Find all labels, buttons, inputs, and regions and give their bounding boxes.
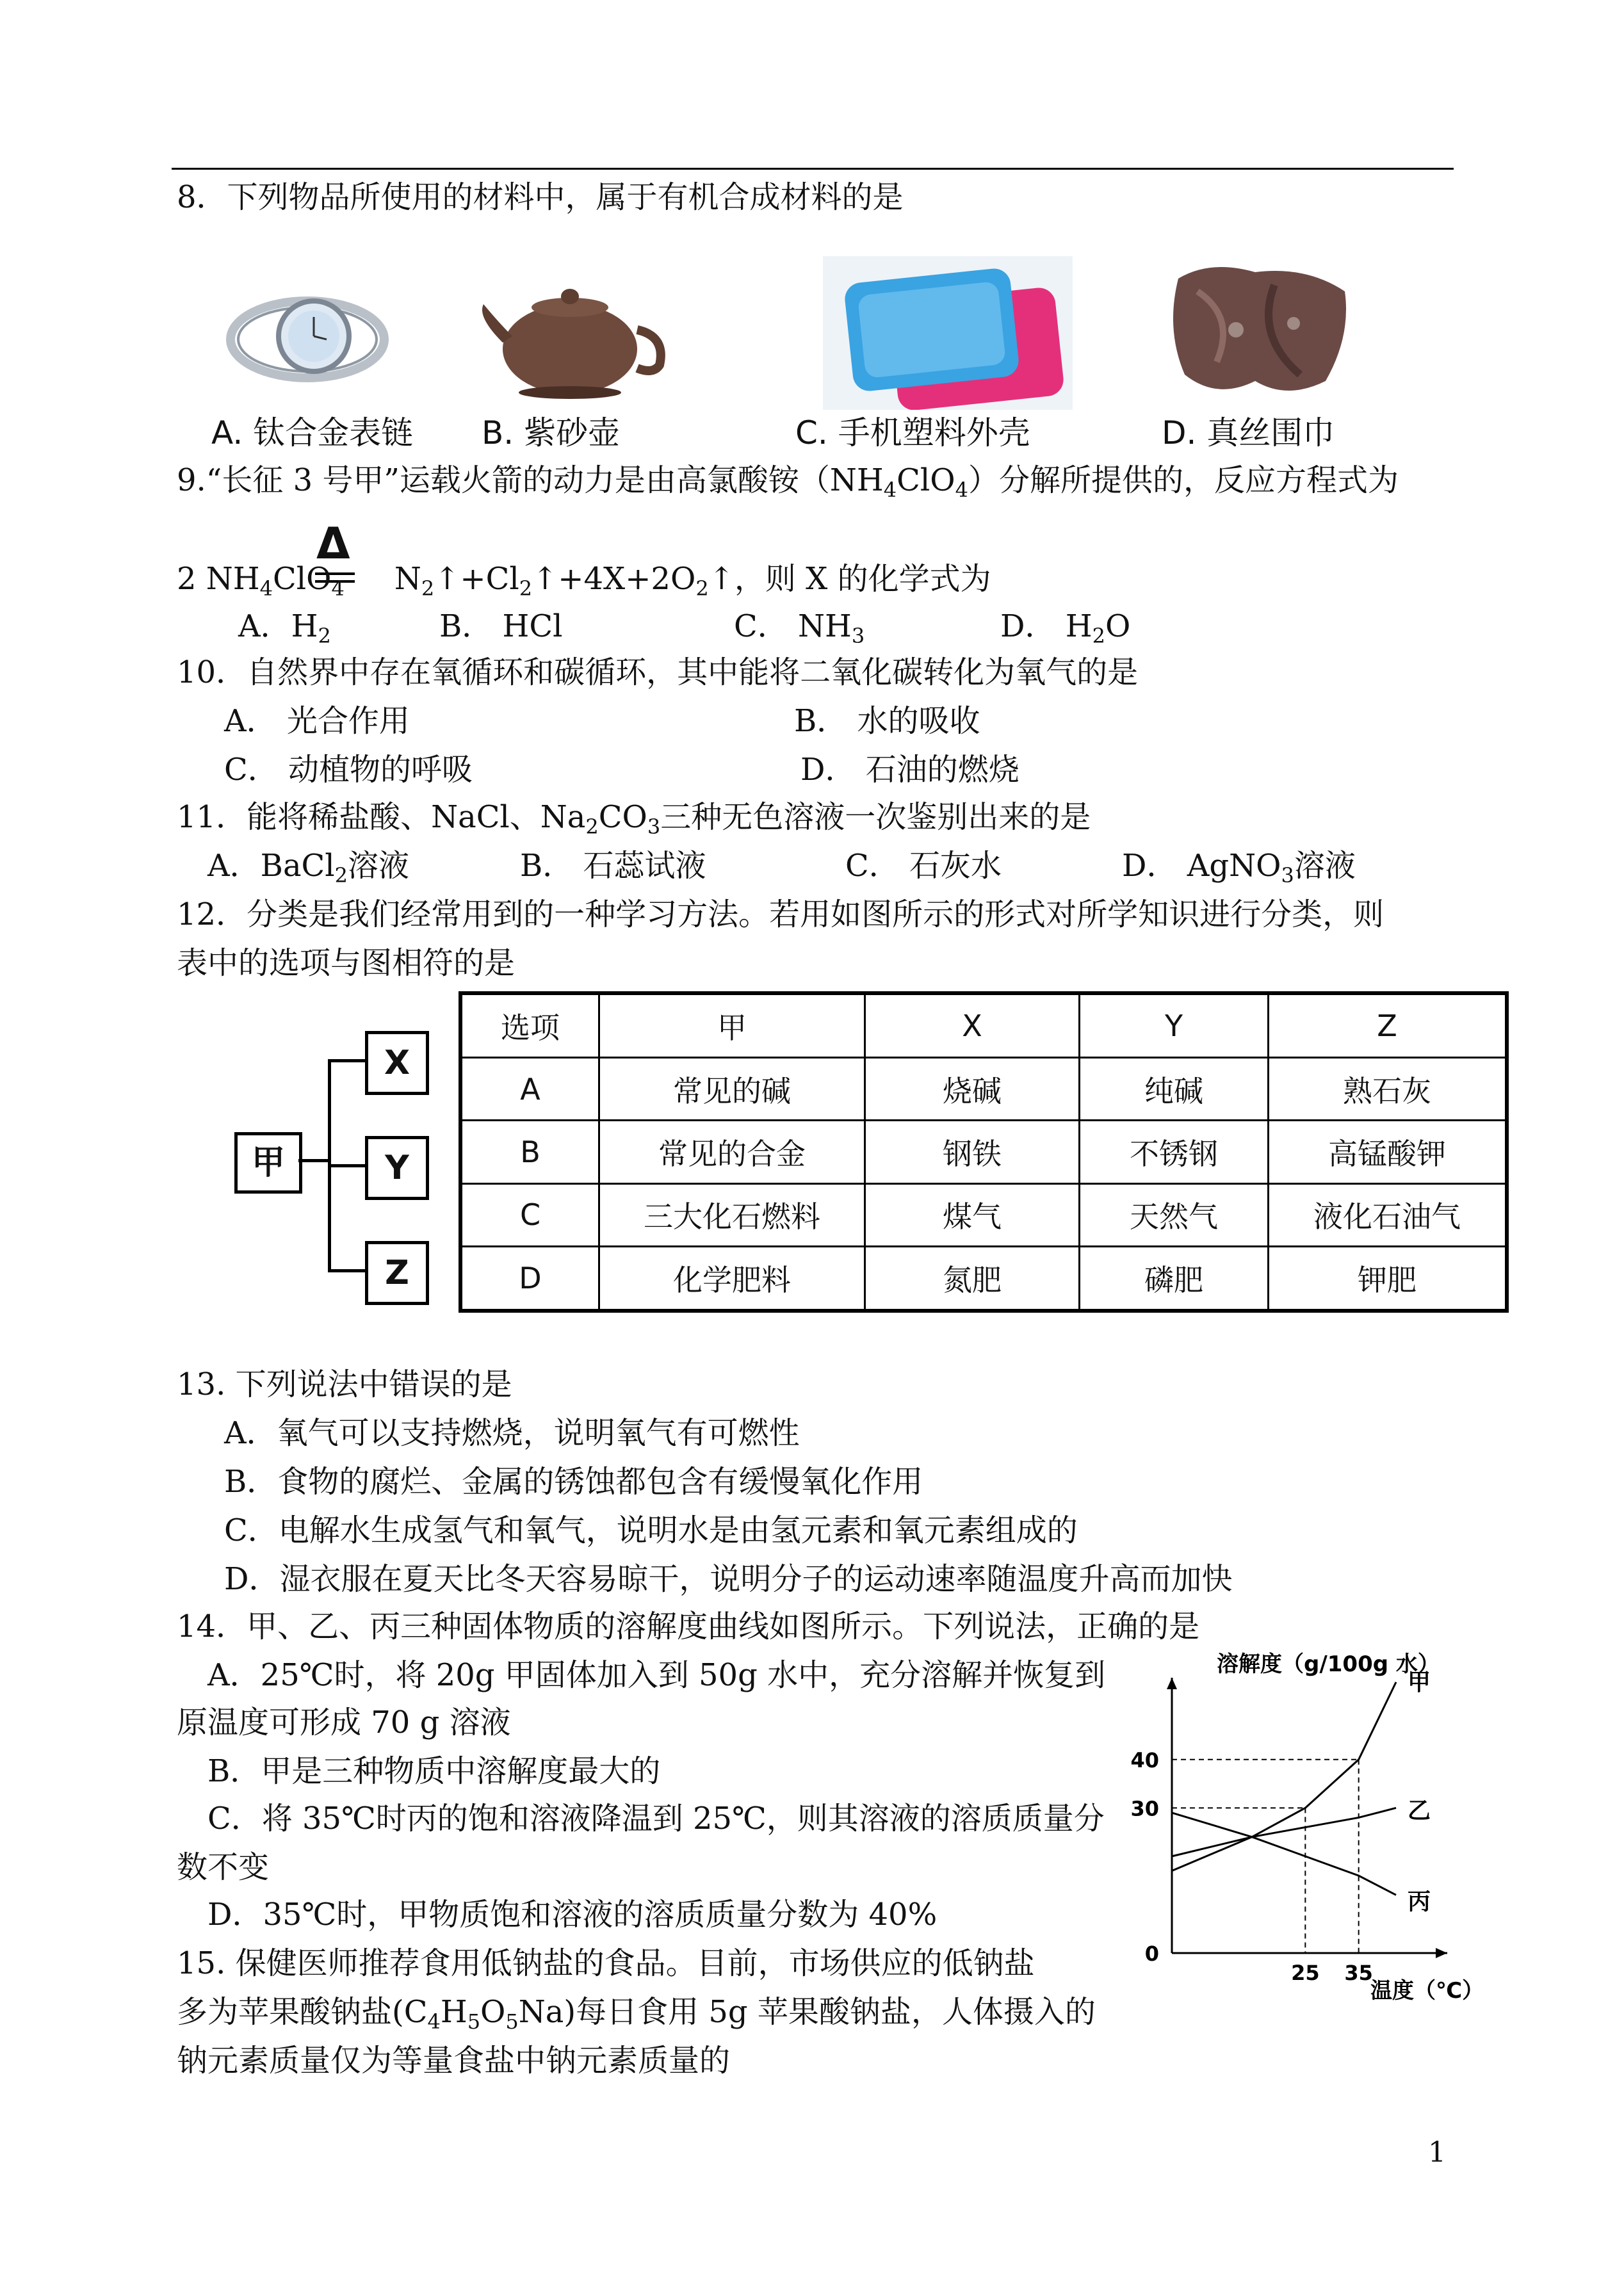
table-cell: 磷肥: [1080, 1247, 1269, 1311]
y-tick-label: 30: [1130, 1796, 1159, 1821]
x-tick-label: 35: [1344, 1961, 1373, 1985]
q13-option-b: B．食物的腐烂、金属的锈蚀都包含有缓慢氧化作用: [224, 1464, 923, 1500]
q8-option-a: A. 钛合金表链: [211, 414, 414, 451]
page-number: 1: [1428, 2136, 1446, 2169]
q10-option-a: A． 光合作用: [224, 703, 410, 739]
table-cell: 天然气: [1080, 1183, 1269, 1246]
tree-root: 甲: [234, 1132, 302, 1194]
table-cell: A: [460, 1057, 599, 1120]
q12-stem-line1: 12．分类是我们经常用到的一种学习方法。若用如图所示的形式对所学知识进行分类，则: [177, 896, 1384, 932]
delta-symbol: Δ: [316, 519, 350, 569]
q13-option-c: C．电解水生成氢气和氧气，说明水是由氢元素和氧元素组成的: [224, 1512, 1078, 1548]
table-header-row: [460, 993, 1507, 1057]
table-row: [460, 1247, 1507, 1311]
q14-stem: 14．甲、乙、丙三种固体物质的溶解度曲线如图所示。下列说法，正确的是: [177, 1609, 1200, 1644]
watch-image: [211, 256, 403, 410]
table-cell: 熟石灰: [1269, 1057, 1507, 1120]
table-cell: 三大化石燃料: [599, 1183, 865, 1246]
tree-node-x: X: [365, 1031, 429, 1095]
table-cell: 常见的合金: [599, 1121, 865, 1183]
tree-branch-z: [328, 1269, 366, 1272]
table-row: [460, 1057, 1507, 1120]
top-rule: [172, 168, 1454, 170]
q13-option-a: A．氧气可以支持燃烧，说明氧气有可燃性: [224, 1415, 800, 1451]
table-cell: 高锰酸钾: [1269, 1121, 1507, 1183]
tree-branch-y: [328, 1164, 366, 1167]
q13-stem: 13. 下列说法中错误的是: [177, 1366, 512, 1402]
scarf-image: [1159, 253, 1358, 407]
q9-option-a: A．$H_2$: [238, 608, 331, 648]
table-header-cell: 选项: [460, 993, 599, 1057]
series-label: 甲: [1408, 1669, 1431, 1696]
q14-option-a-line2: 原温度可形成 70 g 溶液: [177, 1705, 511, 1740]
q8-option-b: B. 紫砂壶: [482, 414, 621, 451]
table-header-cell: Z: [1269, 993, 1507, 1057]
q8-option-c: C. 手机塑料外壳: [795, 414, 1030, 451]
table-cell: 常见的碱: [599, 1057, 865, 1120]
table-cell: 烧碱: [865, 1057, 1080, 1120]
q9-option-b: B． HCl: [439, 608, 563, 644]
q9-option-d: D． $H_2O$: [1000, 608, 1131, 648]
table-cell: 纯碱: [1080, 1057, 1269, 1120]
q8-stem: 8．下列物品所使用的材料中，属于有机合成材料的是: [177, 179, 904, 215]
table-cell: 氮肥: [865, 1247, 1080, 1311]
series-line-1: [1172, 1682, 1396, 1871]
x-tick-label: 25: [1291, 1961, 1320, 1985]
teapot-image: [474, 247, 666, 407]
table-row: [460, 1183, 1507, 1246]
series-label: 乙: [1408, 1797, 1431, 1824]
table-cell: B: [460, 1121, 599, 1183]
q14-option-c-line1: C．将 35℃时丙的饱和溶液降温到 25℃，则其溶液的溶质质量分: [207, 1801, 1105, 1837]
q15-line3: 钠元素质量仅为等量食盐中钠元素质量的: [177, 2043, 731, 2079]
series-label: 丙: [1408, 1888, 1431, 1915]
x-axis-label: 温度（℃）: [1370, 1978, 1484, 2004]
table-header-cell: Y: [1080, 993, 1269, 1057]
q9-equation: 2 $NH_4ClO_4$ $N_2↑+Cl_2↑+4X+2O_2↑$，则 X 的化学式为: [177, 561, 991, 601]
q11-option-b: B． 石蕊试液: [520, 848, 706, 884]
q13-option-d: D．湿衣服在夏天比冬天容易晾干，说明分子的运动速率随温度升高而加快: [224, 1561, 1233, 1597]
classification-table: [459, 991, 1509, 1313]
q9-stem: 9.“长征 3 号甲”运载火箭的动力是由高氯酸铵$(NH_4ClO_4)$分解所提供的，反应方程式为: [177, 462, 1399, 502]
q11-option-a: A．BaCl$_2$溶液: [207, 848, 410, 888]
q14-option-a-line1: A．25℃时，将 20g 甲固体加入到 50g 水中，充分溶解并恢复到: [207, 1657, 1106, 1693]
table-header-cell: X: [865, 993, 1080, 1057]
y-tick-label: 40: [1130, 1748, 1159, 1772]
table-cell: 钢铁: [865, 1121, 1080, 1183]
x-axis-arrow: [1436, 1948, 1447, 1958]
table-cell: 化学肥料: [599, 1247, 865, 1311]
q15-line1: 15. 保健医师推荐食用低钠盐的食品。目前，市场供应的低钠盐: [177, 1945, 1035, 1981]
tree-connector: [298, 1159, 330, 1162]
q15-line2: 多为苹果酸钠盐$(C_4H_5O_5Na)$每日食用 5g 苹果酸钠盐，人体摄入的: [177, 1994, 1096, 2034]
tree-branch-x: [328, 1059, 366, 1062]
table-cell: 煤气: [865, 1183, 1080, 1246]
q11-option-d: D． AgNO$_3$溶液: [1122, 848, 1356, 888]
y-tick-label: 0: [1144, 1942, 1159, 1966]
table-cell: C: [460, 1183, 599, 1246]
q12-stem-line2: 表中的选项与图相符的是: [177, 945, 516, 981]
q11-stem: 11．能将稀盐酸、NaCl、$Na_2CO_3$三种无色溶液一次鉴别出来的是: [177, 799, 1091, 839]
table-cell: 钾肥: [1269, 1247, 1507, 1311]
table-cell: D: [460, 1247, 599, 1311]
q11-option-c: C． 石灰水: [845, 848, 1002, 884]
q10-option-c: C． 动植物的呼吸: [224, 752, 473, 788]
q10-option-d: D． 石油的燃烧: [800, 752, 1019, 788]
table-row: [460, 1121, 1507, 1183]
tree-node-y: Y: [365, 1136, 429, 1200]
q10-stem: 10．自然界中存在氧循环和碳循环，其中能将二氧化碳转化为氧气的是: [177, 654, 1139, 690]
y-axis-arrow: [1167, 1678, 1177, 1689]
y-axis-label: 溶解度（g/100g 水）: [1217, 1652, 1440, 1677]
tree-node-z: Z: [365, 1241, 429, 1305]
q14-option-d: D．35℃时，甲物质饱和溶液的溶质质量分数为 40%: [207, 1897, 938, 1933]
solubility-chart: [1114, 1652, 1498, 2023]
q14-option-b: B．甲是三种物质中溶解度最大的: [207, 1753, 661, 1789]
table-header-cell: 甲: [599, 993, 865, 1057]
table-cell: 不锈钢: [1080, 1121, 1269, 1183]
q9-option-c: C． $NH_3$: [734, 608, 865, 648]
phone-case-image: [823, 256, 1073, 410]
table-cell: 液化石油气: [1269, 1183, 1507, 1246]
series-line-3: [1172, 1813, 1396, 1895]
q14-option-c-line2: 数不变: [177, 1849, 270, 1885]
q10-option-b: B． 水的吸收: [794, 703, 980, 739]
q8-option-d: D. 真丝围巾: [1162, 414, 1335, 451]
